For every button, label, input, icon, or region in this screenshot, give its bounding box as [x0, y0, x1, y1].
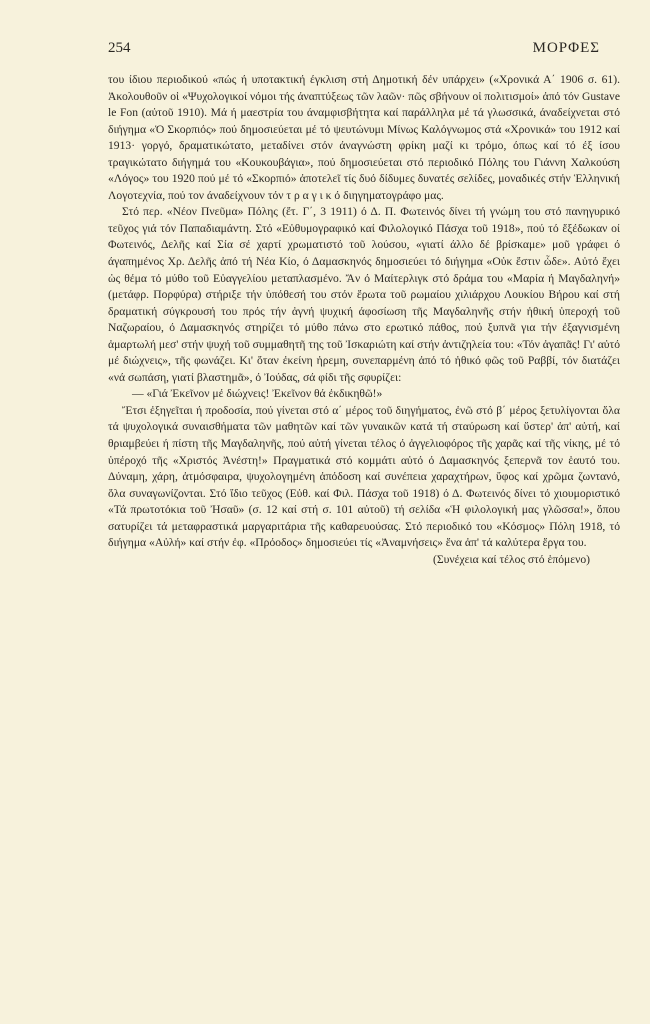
- page-number: 254: [108, 40, 131, 56]
- continued-note: (Συνέχεια καί τέλος στό ἑπόμενο): [433, 552, 590, 566]
- page-header: [108, 40, 600, 66]
- paragraph: Ἔτσι ἐξηγεῖται ή προδοσία, πού γίνεται στό α΄ μέρος τοῦ διηγήματος, ἐνῶ στό β΄ μέρος ξετυλίγονται ὅλα τά ψυχολογικά συναισθήματα τῶν μαθητῶν καί τῶν γυναικῶν κατά τή σταύρωση καί ὕστερ' ἀπ' αὐτή, καί θριαμβεύει ή πίστη τῆς Μαγδαληνῆς, πού αὐτή γίνεται τέλος ό ἀγγελιοφόρος τῆς χαρᾶς καί τῆς νίκης, μέ τό ὑπέροχό τῆς «Χριστός Ἀνέστη!» Πραγματικά στό κομμάτι αὐτό ό Δαμασκηνός ξεπερνᾶ τον ἑαυτό του. Δύναμη, χάρη, ἀτμόσφαιρα, ψυχολογημένη ἀπόδοση καί συνέπεια χαραχτήρων, ὕφος καί χρῶμα ζωντανό, ὅλα συναγωνίζονται. Στό ἴδιο τεῦχος (Εὐθ. καί Φιλ. Πάσχα τοῦ 1918) ό Δ. Φωτεινός δίνει τό χιουμοριστικό «Τά πρωτοτόκια τοῦ Ἠσαῦ» (σ. 12 καί στή σ. 101 αὐτοῦ) τή σελίδα «Ἡ φιλολογική μας γλῶσσα!», ὅπου σατυρίζει τά μεταφραστικά μαργαριτάρια τῆς καθαρευούσας. Στό περιοδικό του «Κόσμος» Πόλη 1918, τό διήγημα «Αὐλή» καί στήν ἐφ. «Πρόοδος» δημοσιεύει τίς «Ἀναμνήσεις» ἕνα ἀπ' τά καλύτερα ἔργα του.: [108, 403, 620, 550]
- dialogue-line: — «Γιά Ἐκεῖνον μέ διώχνεις! Ἐκεῖνον θά ἐκδικηθῶ!»: [132, 387, 383, 401]
- paragraph: Στό περ. «Νέον Πνεῦμα» Πόλης (ἔτ. Γ΄, 3 1911) ό Δ. Π. Φωτεινός δίνει τή γνώμη του στό πανηγυρικό τεῦχος γιά τόν Παπαδιαμάντη. Στό «Εὐθυμογραφικό καί Φιλολογικό Πάσχα τοῦ 1918», πού τό ἔξέδωκαν οί Φωτεινός, Δελῆς καί Σία σέ χαρτί χρωματιστό τοῦ λούσου, «γιατί άλλο δέ βρίσκαμε» μοῦ γράφει ό άγαπημένος Χρ. Δελῆς ἀπό τή Νέα Κίο, ό Δαμασκηνός δημοσιεύει τό διήγημα «Οὐκ ἔστιν ὧδε». Αὐτό ἔχει ὡς θέμα τό μύθο τοῦ Εὐαγγελίου μεταπλασμένο. Ἄν ό Μαίτερλιγκ στό δράμα του «Μαρία ή Μαγδαληνή» (μετάφρ. Πορφύρα) στήριξε τήν ὑπόθεσή του στόν ἔρωτα τοῦ ρωμαίου χιλιάρχου Λουκίου Βήρου καί στή δραματική σύγκρουσή του πρός τήν ἁγνή ψυχική άφοσίωση τῆς Μαγδαληνῆς στήν ἠθική ὑπεροχή τοῦ Ναζωραίου, ό Δαμασκηνός στηρίζει τό μύθο πάνω στο ερωτικό πάθος, πού ξυπνᾶ για τήν ἐξαγνισμένη ἁμαρτωλή μεσ' στήν ψυχή τοῦ συμμαθητῆ της τοῦ Ἰσκαριώτη καί στήν ἀντιζηλεία του: «Τόν ἀγαπᾶς! Γι' αὐτό μέ διώχνεις», τῆς φωνάζει. Κι' ὅταν ἐκείνη ἠρεμη, συνεπαρμένη ἀπό τό ἠθικό φῶς τοῦ Ραββί, τόν διατάζει «νά σωπάση, γιατί βλαστημᾶ», ό Ἰούδας, σά φίδι τῆς σφυρίζει:: [108, 205, 620, 384]
- running-head: ΜΟΡΦΕΣ: [532, 40, 600, 56]
- article-body: [108, 72, 620, 568]
- paragraph: του ίδιου περιοδικού «πώς ή υποτακτική έγκλιση στή Δημοτική δέν υπάρχει» («Χρονικά Α΄ 1906 σ. 61). Ἀκολουθοῦν οἱ «Ψυχολογικοί νόμοι τής άναπτύξεως τῶν λαῶν· πῶς σβήνουν οἱ πολιτισμοί» ἀπό τόν Gustave le Fon (αὐτοῦ 1910). Μά ή μαεστρία του άναμφισβήτητα καί παράλληλα μέ τά γλωσσικά, άναδείχνεται στό διήγημα «Ὁ Σκορπιός» πού δημοσιεύεται μέ τό ψευτώνυμι Μίνως Καλόγνωμος στά «Χρονικά» του 1912 καί 1913· γοργό, δραματικώτατο, μεταδίνει στόν άναγνώστη φρίκη μαζί κι τρόμο, όπως καί τό έξ ίσου τραγικώτατο διήγημά του «Κουκουβάγια», πού δημοσιεύεται στό περιοδικό Πόλης του Γιάννη Χαλκούση «Λόγος» του 1920 πού μέ τό «Σκορπιό» ἀποτελεῖ τίς δυό δίδυμες δυνατές σελίδες, μοναδικές στήν Ἑλληνική Λογοτεχνία, πού τον άναδείχνουν τόν τ ρ α γ ι κ ό διηγηματογράφο μας.: [108, 73, 620, 202]
